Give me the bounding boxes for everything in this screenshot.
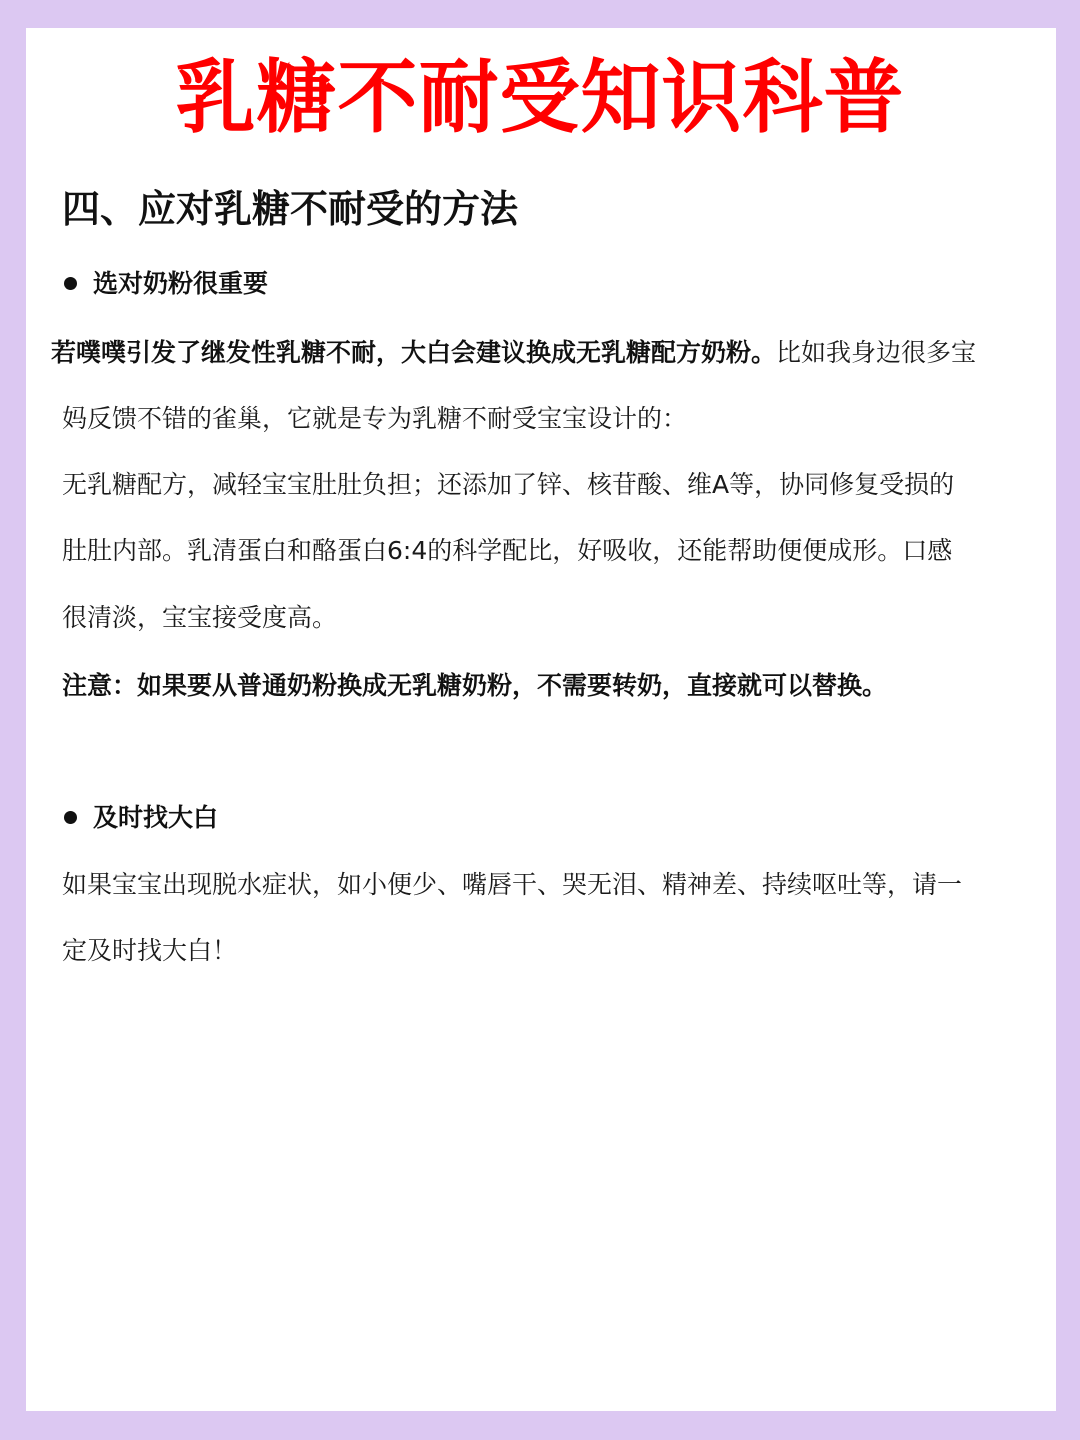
page-title: 乳糖不耐受知识科普: [175, 51, 905, 144]
bullet-dot-icon: [64, 277, 77, 290]
section-heading: 四、应对乳糖不耐受的方法: [62, 187, 519, 231]
bullet-label: 及时找大白: [93, 803, 219, 832]
bold-lead-text: 若噗噗引发了继发性乳糖不耐，大白会建议换成无乳糖配方奶粉。: [51, 338, 777, 367]
paragraph-line: 肚肚内部。乳清蛋白和酪蛋白6:4的科学配比，好吸收，还能帮助便便成形。口感: [62, 536, 953, 565]
bullet-item-formula: [64, 271, 268, 296]
paragraph-line: 如果宝宝出现脱水症状，如小便少、嘴唇干、哭无泪、精神差、持续呕吐等，请一: [62, 870, 963, 899]
note-text: 注意：如果要从普通奶粉换成无乳糖奶粉，不需要转奶，直接就可以替换。: [62, 671, 888, 700]
paragraph-line: 定及时找大白！: [62, 936, 238, 965]
paragraph-line: [51, 340, 976, 365]
paragraph-line: 无乳糖配方，减轻宝宝肚肚负担；还添加了锌、核苷酸、维A等，协同修复受损的: [62, 470, 955, 499]
content-card: [26, 28, 1056, 1411]
bullet-label: 选对奶粉很重要: [93, 269, 269, 298]
bullet-item-doctor: [64, 805, 218, 830]
paragraph-line: 很清淡，宝宝接受度高。: [62, 603, 338, 632]
paragraph-line: 妈反馈不错的雀巢，它就是专为乳糖不耐受宝宝设计的：: [62, 404, 688, 433]
bullet-dot-icon: [64, 811, 77, 824]
paragraph-text: 比如我身边很多宝: [776, 338, 977, 367]
